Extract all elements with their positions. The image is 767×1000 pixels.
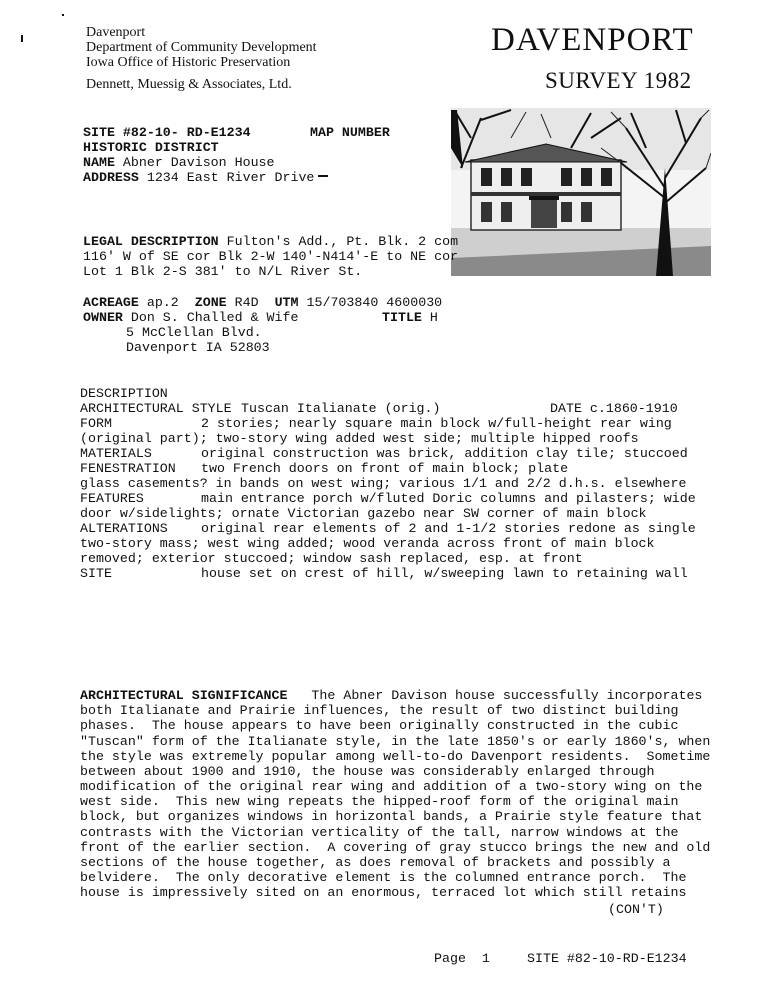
zone-value: R4D	[234, 295, 259, 310]
org-line-1: Davenport	[86, 25, 146, 40]
description-heading: DESCRIPTION	[80, 386, 168, 401]
significance-text-13: belvidere. The only decorative element is the columned entrance porch. The	[80, 870, 687, 885]
site-description-text: house set on crest of hill, w/sweeping lawn to retaining wall	[201, 566, 688, 581]
date-line	[550, 401, 678, 416]
form-text-2: (original part); two-story wing added west side; multiple hipped roofs	[80, 431, 639, 446]
significance-text-3: phases. The house appears to have been originally constructed in the cubic	[80, 718, 679, 733]
significance-text-12: sections of the house together, as does removal of brackets and possibly a	[80, 855, 671, 870]
date-value: c.1860-1910	[589, 401, 678, 416]
legal-label: LEGAL DESCRIPTION	[83, 234, 219, 249]
owner-address-2: Davenport IA 52803	[126, 340, 270, 355]
significance-label: ARCHITECTURAL SIGNIFICANCE	[80, 688, 288, 703]
house-photo	[451, 108, 711, 276]
document-title: DAVENPORT	[491, 22, 694, 58]
title-value: H	[429, 310, 438, 325]
alterations-text-2: two-story mass; west wing added; wood veranda across front of main block	[80, 536, 655, 551]
historic-district-label: HISTORIC DISTRICT	[83, 140, 219, 155]
fenestration-label: FENESTRATION	[80, 461, 176, 476]
legal-line-1	[83, 234, 458, 249]
address-value: 1234 East River Drive	[146, 170, 315, 185]
form-label: FORM	[80, 416, 112, 431]
fenestration-text-2: glass casements? in bands on west wing; various 1/1 and 2/2 d.h.s. elsewhere	[80, 476, 687, 491]
significance-text-14: house is impressively sited on an enormous, terraced lot which still retains	[80, 885, 687, 900]
style-label: ARCHITECTURAL STYLE	[80, 401, 232, 416]
significance-text-6: between about 1900 and 1910, the house was considerably enlarged through	[80, 764, 655, 779]
zone-label: ZONE	[194, 295, 227, 310]
significance-text-10: contrasts with the Victorian verticality of the tall, narrow windows at the	[80, 825, 679, 840]
pen-mark	[318, 175, 328, 177]
significance-text-11: front of the earlier section. A covering of gray stucco brings the new and old	[80, 840, 711, 855]
acreage-label: ACREAGE	[83, 295, 139, 310]
significance-text-9: block, but organizes windows in horizontal bands, a Prairie style feature that	[80, 809, 703, 824]
page-label: Page	[434, 951, 466, 966]
owner-line	[83, 310, 298, 325]
significance-text-2: both Italianate and Prairie influences, the result of two distinct building	[80, 703, 679, 718]
site-description-label: SITE	[80, 566, 112, 581]
materials-text-1: original construction was brick, addition clay tile; stuccoed	[201, 446, 688, 461]
legal-line-3: Lot 1 Blk 2-S 381' to N/L River St.	[83, 264, 363, 279]
date-label: DATE	[550, 401, 582, 416]
fenestration-text-1: two French doors on front of main block; plate	[201, 461, 569, 476]
name-label: NAME	[83, 155, 115, 170]
alterations-text-1: original rear elements of 2 and 1-1/2 stories redone as single	[201, 521, 696, 536]
legal-line-2: 116' W of SE cor Blk 2-W 140'-N414'-E to NE cor	[83, 249, 459, 264]
alterations-text-3: removed; exterior stuccoed; window sash replaced, esp. at front	[80, 551, 583, 566]
features-label: FEATURES	[80, 491, 144, 506]
margin-dot	[62, 14, 64, 16]
utm-value: 15/703840 4600030	[306, 295, 443, 310]
site-label: SITE	[83, 125, 115, 140]
org-line-2: Department of Community Development	[86, 40, 317, 55]
owner-value: Don S. Challed & Wife	[130, 310, 299, 325]
address-label: ADDRESS	[83, 170, 139, 185]
features-text-1: main entrance porch w/fluted Doric columns and pilasters; wide	[201, 491, 696, 506]
firm-name: Dennett, Muessig & Associates, Ltd.	[86, 77, 292, 92]
significance-text-4: "Tuscan" form of the Italianate style, in the late 1850's or early 1860's, when	[80, 734, 711, 749]
page-footer	[434, 951, 490, 966]
form-text-1: 2 stories; nearly square main block w/full-height rear wing	[201, 416, 672, 431]
acreage-value: ap.2	[146, 295, 179, 310]
legal-text-1: Fulton's Add., Pt. Blk. 2 com	[226, 234, 459, 249]
name-line	[83, 155, 275, 170]
title-label: TITLE	[382, 310, 422, 325]
style-value: Tuscan Italianate (orig.)	[241, 401, 441, 416]
utm-label: UTM	[274, 295, 299, 310]
site-number: #82-10- RD-E1234	[122, 125, 251, 140]
significance-text-5: the style was extremely popular among well-to-do Davenport residents. Sometime	[80, 749, 711, 764]
acreage-line	[83, 295, 442, 310]
house-photo-icon	[451, 108, 711, 276]
significance-text-8: west side. This new wing repeats the hipped-roof form of the original main	[80, 794, 679, 809]
page-number: 1	[481, 951, 490, 966]
significance-text-7: modification of the original rear wing and addition of a two-story wing on the	[80, 779, 703, 794]
owner-label: OWNER	[83, 310, 123, 325]
significance-text-1: The Abner Davison house successfully incorporates	[311, 688, 703, 703]
significance-line-1	[80, 688, 702, 703]
continued-marker: (CON'T)	[608, 902, 664, 917]
materials-label: MATERIALS	[80, 446, 152, 461]
name-value: Abner Davison House	[122, 155, 275, 170]
survey-title: SURVEY 1982	[545, 68, 692, 93]
address-line	[83, 170, 314, 185]
alterations-label: ALTERATIONS	[80, 521, 168, 536]
owner-address-1: 5 McClellan Blvd.	[126, 325, 262, 340]
margin-mark	[21, 35, 23, 42]
map-number-label: MAP NUMBER	[310, 125, 390, 140]
features-text-2: door w/sidelights; ornate Victorian gazebo near SW corner of main block	[80, 506, 647, 521]
org-line-3: Iowa Office of Historic Preservation	[86, 55, 291, 70]
title-line	[382, 310, 438, 325]
footer-site-ref: SITE #82-10-RD-E1234	[527, 951, 687, 966]
site-line	[83, 125, 251, 140]
